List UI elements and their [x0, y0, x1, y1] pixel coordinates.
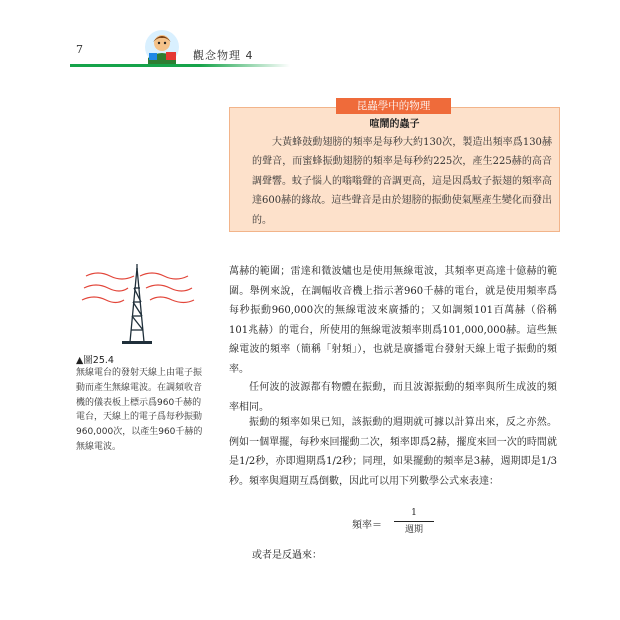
formula-numerator: 1 — [411, 508, 417, 518]
paragraph-conversely: 或者是反過來： — [252, 550, 322, 561]
paragraph-radio-frequency: 萬赫的範圍；雷達和微波爐也是使用無線電波，其頻率更高達十億赫的範圍。舉例來說，在調幅收音機上指示著960千赫的電台，就是使用頻率爲每秒振動960,000次的無線電波來廣播的；又如調頻101百萬赫（俗稱101兆赫）的電台，所使用的無線電波頻率則爲101,000,000赫。這些無線電波的頻率（簡稱「射頻」），也就是廣播電台發射天線上電子振動的頻率。 — [229, 266, 557, 375]
insect-box-body: 大黃蜂鼓動翅膀的頻率是每秒大約130次，製造出頻率爲130赫的聲音，而蜜蜂振動翅膀的頻率是每秒約225次，產生225赫的高音調聲響。蚊子惱人的嗡嗡聲的音調更高，這是因爲蚊子振翅的頻率高達600赫的緣故。這些聲音是由於翅膀的振動使氣壓產生變化而發出的。 — [252, 137, 552, 226]
insect-box-title: 喧鬧的蟲子 — [369, 119, 420, 130]
page-number: 7 — [76, 43, 83, 56]
fraction-bar — [394, 521, 434, 522]
formula-lhs: 頻率＝ — [352, 520, 382, 531]
book-title: 觀念物理 4 — [193, 49, 254, 62]
page-header — [0, 0, 620, 70]
formula-fraction — [394, 507, 434, 536]
formula-denominator: 週期 — [404, 525, 423, 535]
figure-caption: 無線電台的發射天線上由電子振動而產生無線電波。在調頻收音機的儀表板上標示爲960千赫的電台，天線上的電子爲每秒振動960,000次，以產生960千赫的無線電波。 — [76, 368, 203, 452]
insect-box-tag: 昆蟲學中的物理 — [336, 98, 451, 114]
book-logo-icon — [142, 28, 182, 66]
header-rule — [70, 64, 200, 67]
paragraph-period: 振動的頻率如果已知，該振動的週期就可據以計算出來，反之亦然。例如一個單擺，每秒來回擺動二次，頻率即爲2赫，擺度來回一次的時間就是1/2秒，亦即週期爲1/2秒；同理，如果擺動的頻率是3赫，週期即是1/3秒。頻率與週期互爲倒數，因此可以用下列數學公式來表達： — [229, 417, 557, 487]
header-rule-fade — [200, 64, 290, 67]
paragraph-wave-source: 任何波的波源都有物體在振動，而且波源振動的頻率與所生成波的頻率相同。 — [229, 382, 557, 413]
radio-tower-icon — [78, 262, 196, 346]
figure-label: ▲圖25.4 — [76, 355, 114, 366]
